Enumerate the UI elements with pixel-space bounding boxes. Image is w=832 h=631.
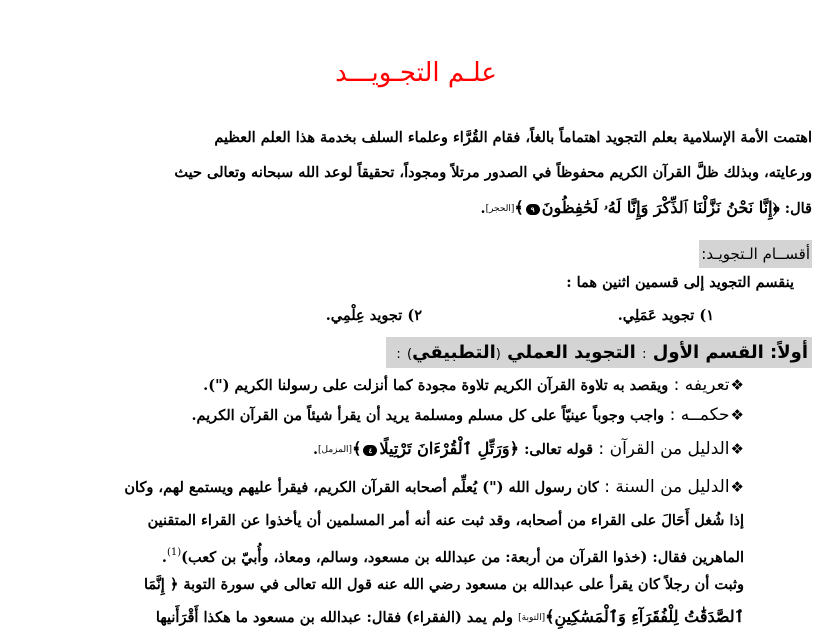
intro-line-1: اهتمت الأمة الإسلامية بعلم التجويد اهتماماً بالغاً، فقام القُرَّاء وعلماء السلف بخدمة هذا العلم العظيم xyxy=(214,129,812,146)
bullet-text-line-1: كان رسول الله (") يُعلِّم أصحابه القرآن الكريم، فيقرأ عليهم ويستمع لهم، وكان xyxy=(124,479,599,496)
section-item-practical: ١) تجويد عَمَلِي. xyxy=(617,307,714,324)
story-line-2-text: ولم يمد (الفقراء) فقال: عبدالله بن مسعود ما هكذا أَقْرَأَنيها xyxy=(155,609,514,626)
surah-reference: [المزمل] xyxy=(318,445,353,455)
part1-paren-name: التطبيقي xyxy=(412,342,496,363)
footnote-ref[interactable]: (1) xyxy=(166,547,182,558)
part1-name: التجويد العملي xyxy=(507,342,636,363)
line-end: . xyxy=(161,549,167,566)
bullet-sep: : xyxy=(668,375,685,395)
section-item-theoretical: ٢) تجويد عِلْمِي. xyxy=(325,307,422,324)
quran-verse-tawbah: ٱلصَّدَقَٰتُ لِلْفُقَرَآءِ وَٱلْمَسَٰكِينِ﴾ xyxy=(545,607,744,626)
bullet-label: تعريفه xyxy=(684,375,730,395)
surah-reference: [الحجر] xyxy=(485,204,515,214)
surah-reference: [التوبة] xyxy=(518,613,546,623)
paren-open: ( xyxy=(495,347,501,362)
part1-sep: : xyxy=(642,347,647,362)
intro-line-3 xyxy=(481,195,813,222)
story-line-1: وثبت أن رجلاً كان يقرأ على عبدالله بن مسعود رضي الله عنه قول الله تعالى في سورة التوبة ﴿ إِنَّمَا xyxy=(143,576,744,593)
diamond-bullet-icon: ❖ xyxy=(730,376,744,394)
part1-title: القسم الأول xyxy=(652,342,764,363)
bullet-text: واجب وجوباً عينيّاً على كل مسلم ومسلمة يريد أن يقرأ شيئاً من القرآن الكريم. xyxy=(191,407,665,424)
bullet-sep: : xyxy=(593,439,610,459)
ayah-number-icon: ٩ xyxy=(526,204,540,215)
intro-qala: قال: xyxy=(784,200,812,217)
bullet-label: الدليل من السنة xyxy=(615,477,730,497)
quran-verse-muzzammil: ﴿وَرَتِّلِ ٱلْقُرْءَانَ تَرْتِيلًا xyxy=(379,439,519,458)
part1-heading xyxy=(386,337,812,368)
bullet-sep: : xyxy=(598,477,616,497)
sections-heading: أقســام الـتجويـد: xyxy=(699,240,812,268)
bullet-label: حكمــه xyxy=(680,405,730,425)
bullet-text: ويقصد به تلاوة القرآن الكريم تلاوة مجودة كما أنزلت على رسولنا الكريم ("). xyxy=(203,377,669,394)
diamond-bullet-icon: ❖ xyxy=(730,406,744,424)
bullet-sep: : xyxy=(664,405,681,425)
bullet-quran-evidence xyxy=(313,436,744,463)
line-end: . xyxy=(312,441,318,458)
line-end: . xyxy=(480,200,486,217)
bullet-label: الدليل من القرآن xyxy=(609,439,730,459)
bullet-sunnah-evidence xyxy=(124,474,744,501)
quran-verse-hijr: ﴿إِنَّا نَحْنُ نَزَّلْنَا ٱلذِّكْرَ وَإِنَّا لَهُۥ لَحَٰفِظُونَ xyxy=(541,198,780,217)
verse-close-bracket: ﴾ xyxy=(514,198,524,217)
intro-line-2: ورعايته، وبذلك ظلَّ القرآن الكريم محفوظاً في الصدور مرتلاً ومجوداً، تحقيقاً لوعد الله سبحانه وتعالى حيث xyxy=(174,164,812,181)
paren-close: ) xyxy=(407,347,413,362)
story-line-2 xyxy=(156,604,744,631)
part1-prefix: أولاً: xyxy=(770,342,808,363)
bullet-ruling xyxy=(191,402,744,429)
part1-colon: : xyxy=(396,347,401,362)
sections-intro: ينقسم التجويد إلى قسمين اثنين هما : xyxy=(566,274,794,291)
diamond-bullet-icon: ❖ xyxy=(730,440,744,458)
sunnah-line-2: إذا شُغل أَحَالَ على القراء من أصحابه، وقد ثبت عنه أنه أمر المسلمين أن يأخذوا عن القراء المتقنين xyxy=(147,512,744,529)
bullet-text-prefix: قوله تعالى: xyxy=(524,441,594,458)
sunnah-line-3-text: الماهرين فقال: (خذوا القرآن من أربعة: من عبدالله بن مسعود، وسالم، ومعاذ، وأُبيّ بن كعب) xyxy=(181,549,744,566)
ayah-number-icon: ٤ xyxy=(363,445,377,456)
verse-close-bracket: ﴾ xyxy=(352,439,362,458)
page-title: علـم التجـويـــد xyxy=(335,58,497,88)
sunnah-line-3 xyxy=(162,540,744,571)
bullet-definition xyxy=(203,372,744,399)
diamond-bullet-icon: ❖ xyxy=(730,478,744,496)
